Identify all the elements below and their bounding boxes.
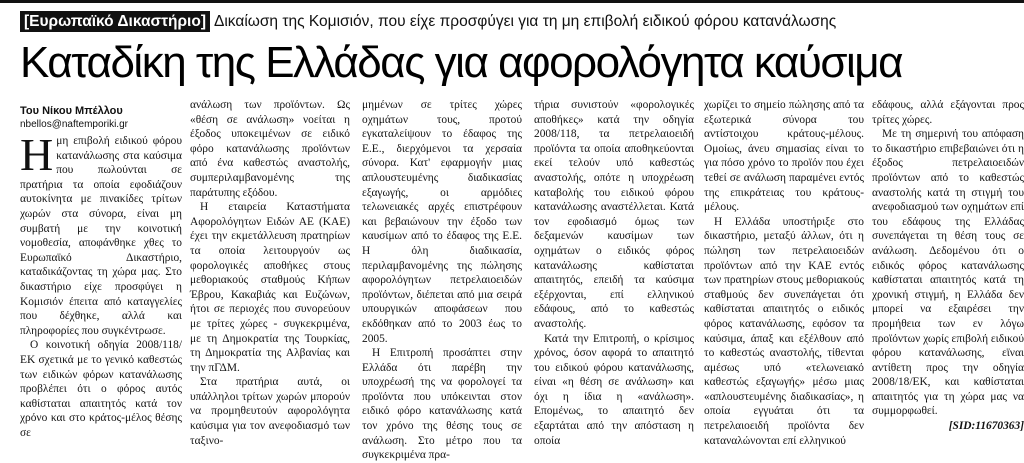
paragraph: Με τη σημερινή του απόφαση το δικαστήριο επιβεβαιώνει ότι η έξοδος πετρελαιοειδών προϊόντων από το καθεστώς αναστολής κατά τη στιγμή του ανεφοδιασμού των οχημάτων επί του εδάφους της Ελλάδας συνεπάγεται τη θέση τους σε ανάλωση. Δεδομένου ότι ο ειδικός φόρος κατανάλωσης καθίσταται απαιτητός κατά τη χρονική στιγμή, η Ελλάδα δεν μπορεί να εξαιρέσει την προμήθεια των εν λόγω προϊόντων χωρίς επιβολή ειδικού φόρου κατανάλωσης, εϊναι αντίθετη προς την οδηγία 2008/18/ΕΚ, και καθίσταται απαιτητός για τη χώρα μας να συμμορφωθεί. (872, 128, 1024, 418)
drop-cap: Η (20, 129, 54, 180)
paragraph: Κατά την Επιτροπή, ο κρίσιμος χρόνος, όσον αφορά το απαιτητό του ειδικού φόρου κατανάλωσης, είναι «η θέση σε ανάλωση» και όχι η ίδια η «ανάλωση». Επομένως, το απαιτητό δεν εξαρτάται από την απόσταση η οποία (534, 332, 694, 447)
article-column-2 (190, 98, 350, 447)
paragraph: τήρια συνιστούν «φορολογικές αποθήκες» κατά την οδηγία 2008/118, τα πετρελαιοειδή προϊόντα τα οποία αποθηκεύονται εκεί τελούν υπό καθεστώς αναστολής, οπότε η υποχρέωση καταβολής του ειδικού φόρου κατανάλωσης αναστέλλεται. Κατά τον εφοδιασμό όμως των δεξαμενών καυσίμων των οχημάτων ο ειδικός φόρος κατανάλωσης καθίσταται απαιτητός, επειδή τα καύσιμα εξέρχονται, επί ελληνικού εδάφους, από το καθεστώς αναστολής. (534, 99, 694, 330)
paragraph: μημένων σε τρίτες χώρες οχημάτων τους, προτού εγκαταλείψουν το έδαφος της Ε.Ε., διερχόμενοι τα χερσαία σύνορα. Κατ' εφαρμογήν μιας απλουστευμένης διαδικασίας εξαγωγής, οι αρμόδιες τελωνειακές αρχές επιστρέφουν και βεβαιώνουν την έξοδο των καυσίμων από το έδαφος της Ε.Ε. Η όλη διαδικασία, περιλαμβανομένης της πώλησης αφορολόγητων πετρελαιοειδών προϊόντων, διέπεται από μια σειρά υπουργικών αποφάσεων που εκδόθηκαν από το 2003 έως το 2005. (362, 99, 522, 345)
author-email: nbellos@naftemporiki.gr (20, 119, 128, 130)
kicker-row (20, 10, 1020, 34)
article-column-4 (534, 98, 694, 447)
byline (20, 105, 180, 131)
paragraph: Ο κοινοτική οδηγία 2008/118/ΕΚ σχετικά με το γενικό καθεστώς των ειδικών φόρων κατανάλωσης προβλέπει ότι ο φόρος αυτός καθίσταται απαιτητός κατά τον χρόνο και στο κράτος-μέλος θέσης σε (20, 339, 182, 439)
paragraph: Η εταιρεία Καταστήματα Αφορολόγητων Ειδών ΑΕ (ΚΑΕ) έχει την εκμετάλλευση πρατηρίων τα οποία λειτουργούν ως φορολογικές αποθήκες στους μεθοριακούς σταθμούς Κήπων Έβρου, Κακαβιάς και Ευζώνων, ήτοι σε περιοχές που συνορεύουν με τρίτες χώρες - συγκεκριμένα, με τη Δημοκρατία της Τουρκίας, τη Δημοκρατία της Αλβανίας και την πΓΔΜ. (190, 201, 350, 374)
author-name: Του Νίκου Μπέλλου (20, 105, 123, 117)
section-kicker: [Ευρωπαϊκό Δικαστήριο] (20, 11, 210, 32)
paragraph: Στα πρατήρια αυτά, οι υπάλληλοι τρίτων χωρών μπορούν να προμηθευτούν αφορολόγητα καύσιμα για τον ανεφοδιασμό των ταξινο- (190, 376, 350, 447)
article-column-1 (20, 129, 182, 439)
article-column-6 (872, 98, 1024, 434)
paragraph: χωρίζει το σημείο πώλησης από τα εξωτερικά σύνορα του αντίστοιχου κράτους-μέλους. Ομοίως, άνευ σημασίας είναι το για πόσο χρόνο το προϊόν που έχει τεθεί σε ανάλωση παραμένει εντός της επικράτειας του κράτους-μέλους. (704, 99, 864, 214)
paragraph-text: μη επιβολή ειδικού φόρου κατανάλωσης στα καύσιμα που πωλούνται σε πρατήρια τα οποία εφοδιάζουν αυτοκίνητα με πινακίδες τρίτων χωρών στα σύνορα, είναι μη συμβατή με την κοινοτική νομοθεσία, αποφάνθηκε χθες το Ευρωπαϊκό Δικαστήριο, καταδικάζοντας τη χώρα μας. Στο δικαστήριο είχε προσφύγει η Κομισιόν έπειτα από καταγγελίες που δέχθηκε, αλλά και πληροφορίες που συγκέντρωσε. (20, 135, 182, 337)
paragraph: εδάφους, αλλά εξάγονται προς τρίτες χώρες. (872, 99, 1024, 126)
headline: Καταδίκη της Ελλάδας για αφορολόγητα καύσιμα (20, 38, 903, 87)
paragraph: Η Επιτροπή προσάπτει στην Ελλάδα ότι παρέβη την υποχρέωσή της να φορολογεί τα προϊόντα που υπόκεινται στον ειδικό φόρο κατανάλωσης κατά τον χρόνο της θέσης τους σε ανάλωση. Στο μέτρο που τα συγκεκριμένα πρα- (362, 347, 522, 462)
story-id: [SID:11670363] (948, 420, 1024, 433)
paragraph: Η Ελλάδα υποστήριξε στο δικαστήριο, μεταξύ άλλων, ότι η πώληση των πετρελαιοειδών προϊόντων από την ΚΑΕ εντός των πρατηρίων στους μεθοριακούς σταθμούς δεν συνεπάγεται ότι καθίσταται απαιτητός ο ειδικός φόρος κατανάλωσης, εφόσον τα καύσιμα, άπαξ και εξέλθουν από το καθεστώς αναστολής, τίθενται αμέσως υπό «τελωνειακό καθεστώς εξαγωγής» μέσω μιας «απλουστευμένης διαδικασίας», η οποία εγγυάται ότι τα πετρελαιοειδή προϊόντα δεν καταναλώνονται επί ελληνικού (704, 215, 864, 447)
subheadline: Δικαίωση της Κομισιόν, που είχε προσφύγει για τη μη επιβολή ειδικού φόρου κατανάλωσης (214, 13, 837, 30)
top-rule (0, 0, 1024, 3)
paragraph: ανάλωση των προϊόντων. Ως «θέση σε ανάλωση» νοείται η έξοδος υποκειμένων σε ειδικό φόρο κατανάλωσης προϊόντων από ένα καθεστώς αναστολής, συμπεριλαμβανομένης της παράτυπης εξόδου. (190, 99, 350, 199)
article-column-5 (704, 98, 864, 447)
paragraph (20, 129, 182, 338)
article-column-3 (362, 98, 522, 462)
